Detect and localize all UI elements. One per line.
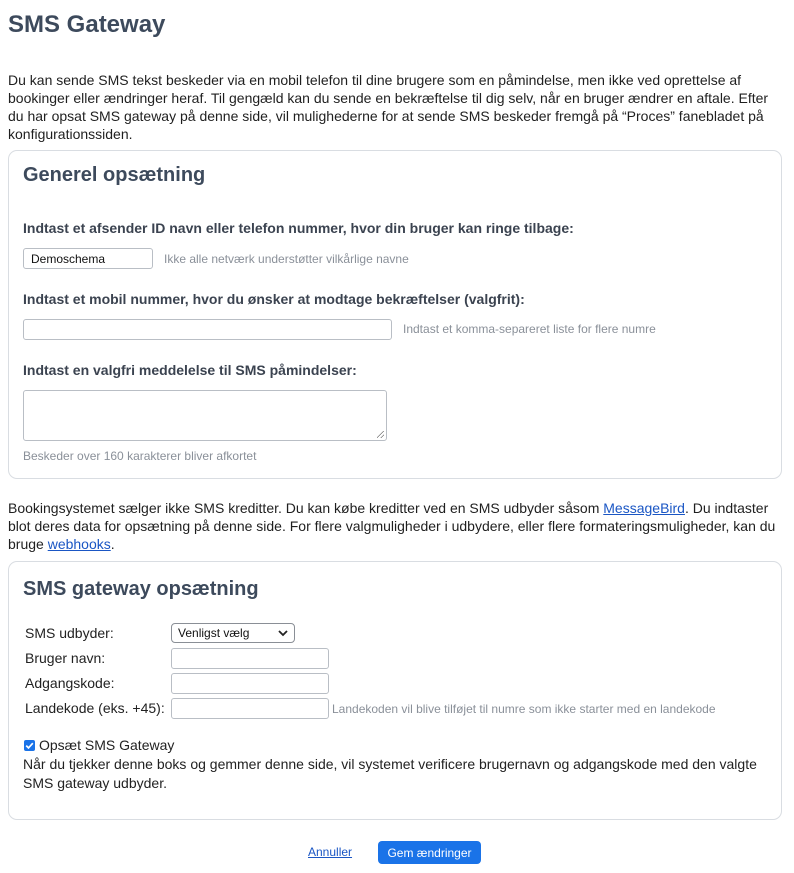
setup-gateway-checkbox[interactable] <box>24 740 35 751</box>
provider-selected-value: Venligst vælg <box>178 626 250 640</box>
credits-text-part1: Bookingsystemet sælger ikke SMS kreditter. Du kan købe kreditter ved en SMS udbyder såsom <box>8 500 604 516</box>
sender-id-value: Demoschema <box>31 251 106 266</box>
username-input[interactable] <box>171 648 329 669</box>
credits-text-part2: . Du indtaster blot deres data for opsætning på denne side. For flere valgmuligheder i udbydere, eller flere formateringsmuligheder, kan du bruge <box>8 500 776 552</box>
reminder-message-hint: Beskeder over 160 karakterer bliver afkortet <box>23 449 257 463</box>
country-code-input[interactable] <box>171 698 329 719</box>
sender-id-input[interactable] <box>23 248 153 269</box>
country-code-hint: Landekoden vil blive tilføjet til numre som ikke starter med en landekode <box>332 702 716 716</box>
reminder-message-label: Indtast en valgfri meddelelse til SMS påmindelser: <box>23 362 357 378</box>
setup-gateway-description: Når du tjekker denne boks og gemmer denne side, vil systemet verificere brugernavn og adgangskode med den valgte SMS gateway udbyder. <box>23 756 757 791</box>
mobile-number-label: Indtast et mobil nummer, hvor du ønsker at modtage bekræftelser (valgfrit): <box>23 291 525 307</box>
credits-info-text <box>8 499 786 553</box>
provider-select[interactable] <box>171 623 295 643</box>
password-label: Adgangskode: <box>25 675 115 691</box>
cancel-link[interactable]: Annuller <box>308 845 353 859</box>
save-button[interactable]: Gem ændringer <box>378 841 481 864</box>
messagebird-link[interactable]: MessageBird <box>603 500 685 516</box>
sender-id-label: Indtast et afsender ID navn eller telefon nummer, hvor din bruger kan ringe tilbage: <box>23 220 574 236</box>
chevron-down-icon <box>278 627 288 642</box>
intro-text: Du kan sende SMS tekst beskeder via en mobil telefon til dine brugere som en påmindelse, men ikke ved oprettelse af bookinger eller ændringer heraf. Til gengæld kan du sende en bekræftelse til dig selv, når en bruger ændrer en aftale. Efter du har opsat SMS gateway på denne side, vil mulighederne for at sende SMS beskeder fremgå på “Proces” fanebladet på konfigurationssiden. <box>8 72 769 142</box>
sms-gateway-panel <box>8 561 782 820</box>
username-label: Bruger navn: <box>25 650 106 666</box>
mobile-number-input[interactable] <box>23 319 392 340</box>
general-heading: Generel opsætning <box>23 164 206 186</box>
resize-grip-icon[interactable] <box>377 431 384 438</box>
webhooks-link[interactable]: webhooks <box>47 536 111 552</box>
general-settings-panel <box>8 150 782 479</box>
setup-gateway-label[interactable]: Opsæt SMS Gateway <box>39 737 175 753</box>
country-code-label: Landekode (eks. +45): <box>25 700 165 716</box>
credits-text-part3: . <box>110 536 115 552</box>
checkmark-icon <box>24 740 35 751</box>
page-title: SMS Gateway <box>8 11 166 38</box>
password-input[interactable] <box>171 673 329 694</box>
provider-label: SMS udbyder: <box>25 625 114 641</box>
mobile-number-hint: Indtast et komma-separeret liste for flere numre <box>403 322 656 336</box>
gateway-heading: SMS gateway opsætning <box>23 578 259 600</box>
reminder-message-textarea[interactable] <box>23 390 387 441</box>
sender-id-hint: Ikke alle netværk understøtter vilkårlige navne <box>164 252 409 266</box>
